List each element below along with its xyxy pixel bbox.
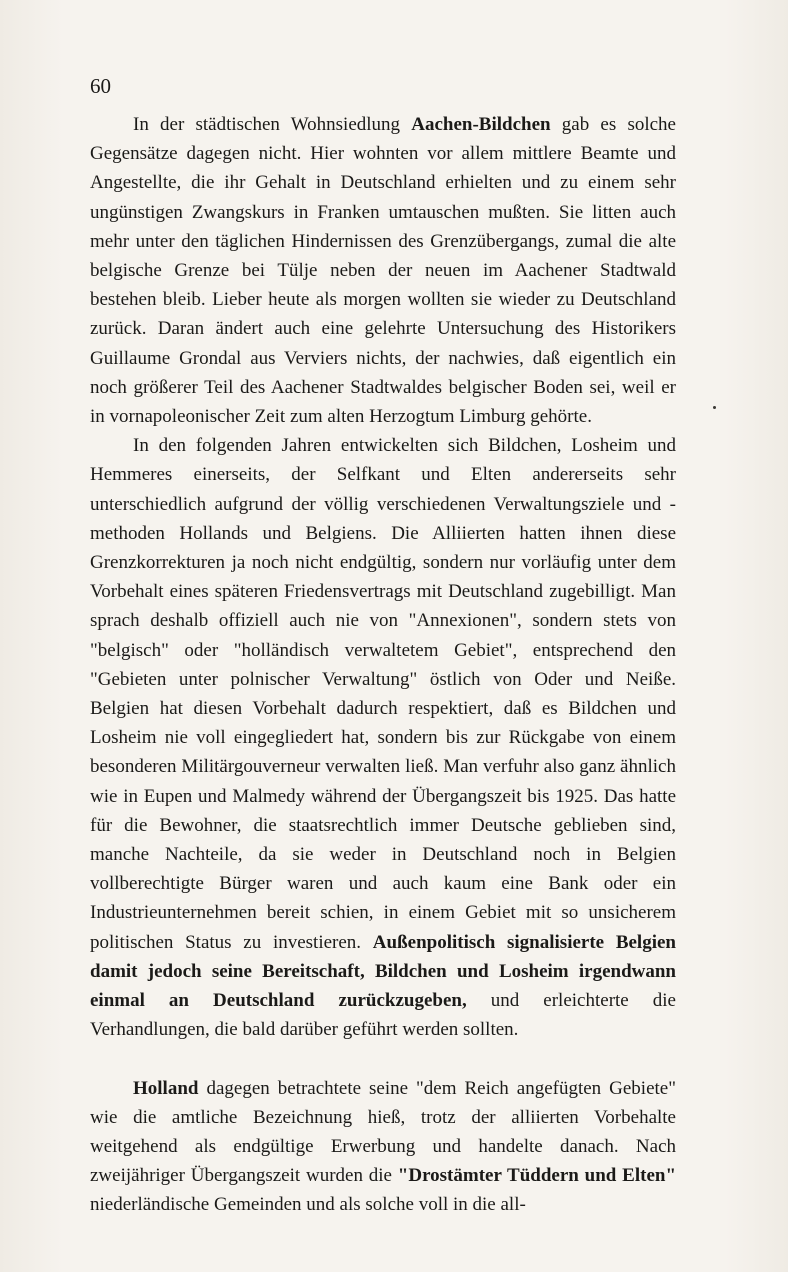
paragraph-2-text-2: und erleichterte die Verhandlungen, die bald darüber geführt werden sollten. xyxy=(90,990,676,1041)
page-number: 60 xyxy=(90,74,111,98)
paragraph-1-text-2: gab es solche Gegensätze dagegen nicht. Hier wohnten vor allem mittlere Beamte und Angestellte, die ihr Gehalt in Deutschland erhielten und zu einem sehr ungünstigen Zwangskurs in Franken umtauschen mußten. Sie litten auch mehr unter den täglichen Hindernissen des Grenzübergangs, zumal die alte belgische Grenze bei Tülje neben der neuen im Aachener Stadtwald bestehen bleib. Lieber heute als morgen wollten sie wieder zu Deutschland zurück. Daran ändert auch eine gelehrte Untersuchung des Historikers Guillaume Grondal aus Verviers nichts, der nachwies, daß eigentlich ein noch größerer Teil des Aachener Stadtwaldes belgischer Boden sei, weil er in vornapoleonischer Zeit zum alten Herzogtum Limburg gehörte. xyxy=(90,114,676,428)
paragraph-1-text-1: In der städtischen Wohnsiedlung xyxy=(133,114,412,135)
paragraph-1-bold-1: Aachen-Bildchen xyxy=(411,114,551,135)
paragraph-3-text-2: niederländische Gemeinden und als solche voll in die all- xyxy=(90,1194,526,1216)
body-text xyxy=(90,110,676,1220)
margin-speck xyxy=(713,406,716,409)
paragraph-2-text-1: In den folgenden Jahren entwickelten sich Bildchen, Losheim und Hemmeres einerseits, der Selfkant und Elten andererseits sehr unterschiedlich aufgrund der völlig verschiedenen Verwaltungsziele und -methoden Hollands und Belgiens. Die Alliierten hatten ihnen diese Grenzkorrekturen ja noch nicht endgültig, sondern nur vorläufig unter dem Vorbehalt eines späteren Friedensvertrags mit Deutschland zugebilligt. Man sprach deshalb offiziell auch nie von "Annexionen", sondern stets von "belgisch" oder "holländisch verwaltetem Gebiet", entsprechend den "Gebieten unter polnischer Verwaltung" östlich von Oder und Neiße. Belgien hat diesen Vorbehalt dadurch respektiert, daß es Bildchen und Losheim nie voll eingegliedert hat, sondern bis zur Rückgabe von einem besonderen Militärgouverneur verwalten ließ. Man verfuhr also ganz ähnlich wie in Eupen und Malmedy während der Übergangszeit bis 1925. Das hatte für die Bewohner, die staatsrechtlich immer Deutsche geblieben sind, manche Nachteile, da sie weder in Deutschland noch in Belgien vollberechtigte Bürger waren und auch kaum eine Bank oder ein Industrieunternehmen bereit schien, in einem Gebiet mit so unsicherem politischen Status zu investieren. xyxy=(90,435,676,953)
paragraph-aachen-bildchen xyxy=(90,110,676,431)
paragraph-3-bold-2: "Drostämter Tüddern und Elten" xyxy=(397,1165,676,1187)
paragraph-holland xyxy=(90,1074,676,1220)
paragraph-3-text-1: dagegen betrachtete seine "dem Reich angefügten Gebiete" wie die amtliche Bezeichnung hieß, trotz der alliierten Vorbehalte weitgehend als endgültige Erwerbung und handelte danach. Nach zweijähriger Übergangszeit wurden die xyxy=(90,1077,676,1187)
paragraph-administration xyxy=(90,431,676,1044)
paragraph-2-bold-1: Außenpolitisch signalisierte Belgien damit jedoch seine Bereitschaft, Bildchen und Losheim irgendwann einmal an Deutschland zurückzugeben, xyxy=(90,931,676,1012)
paragraph-3-bold-1: Holland xyxy=(133,1077,199,1099)
